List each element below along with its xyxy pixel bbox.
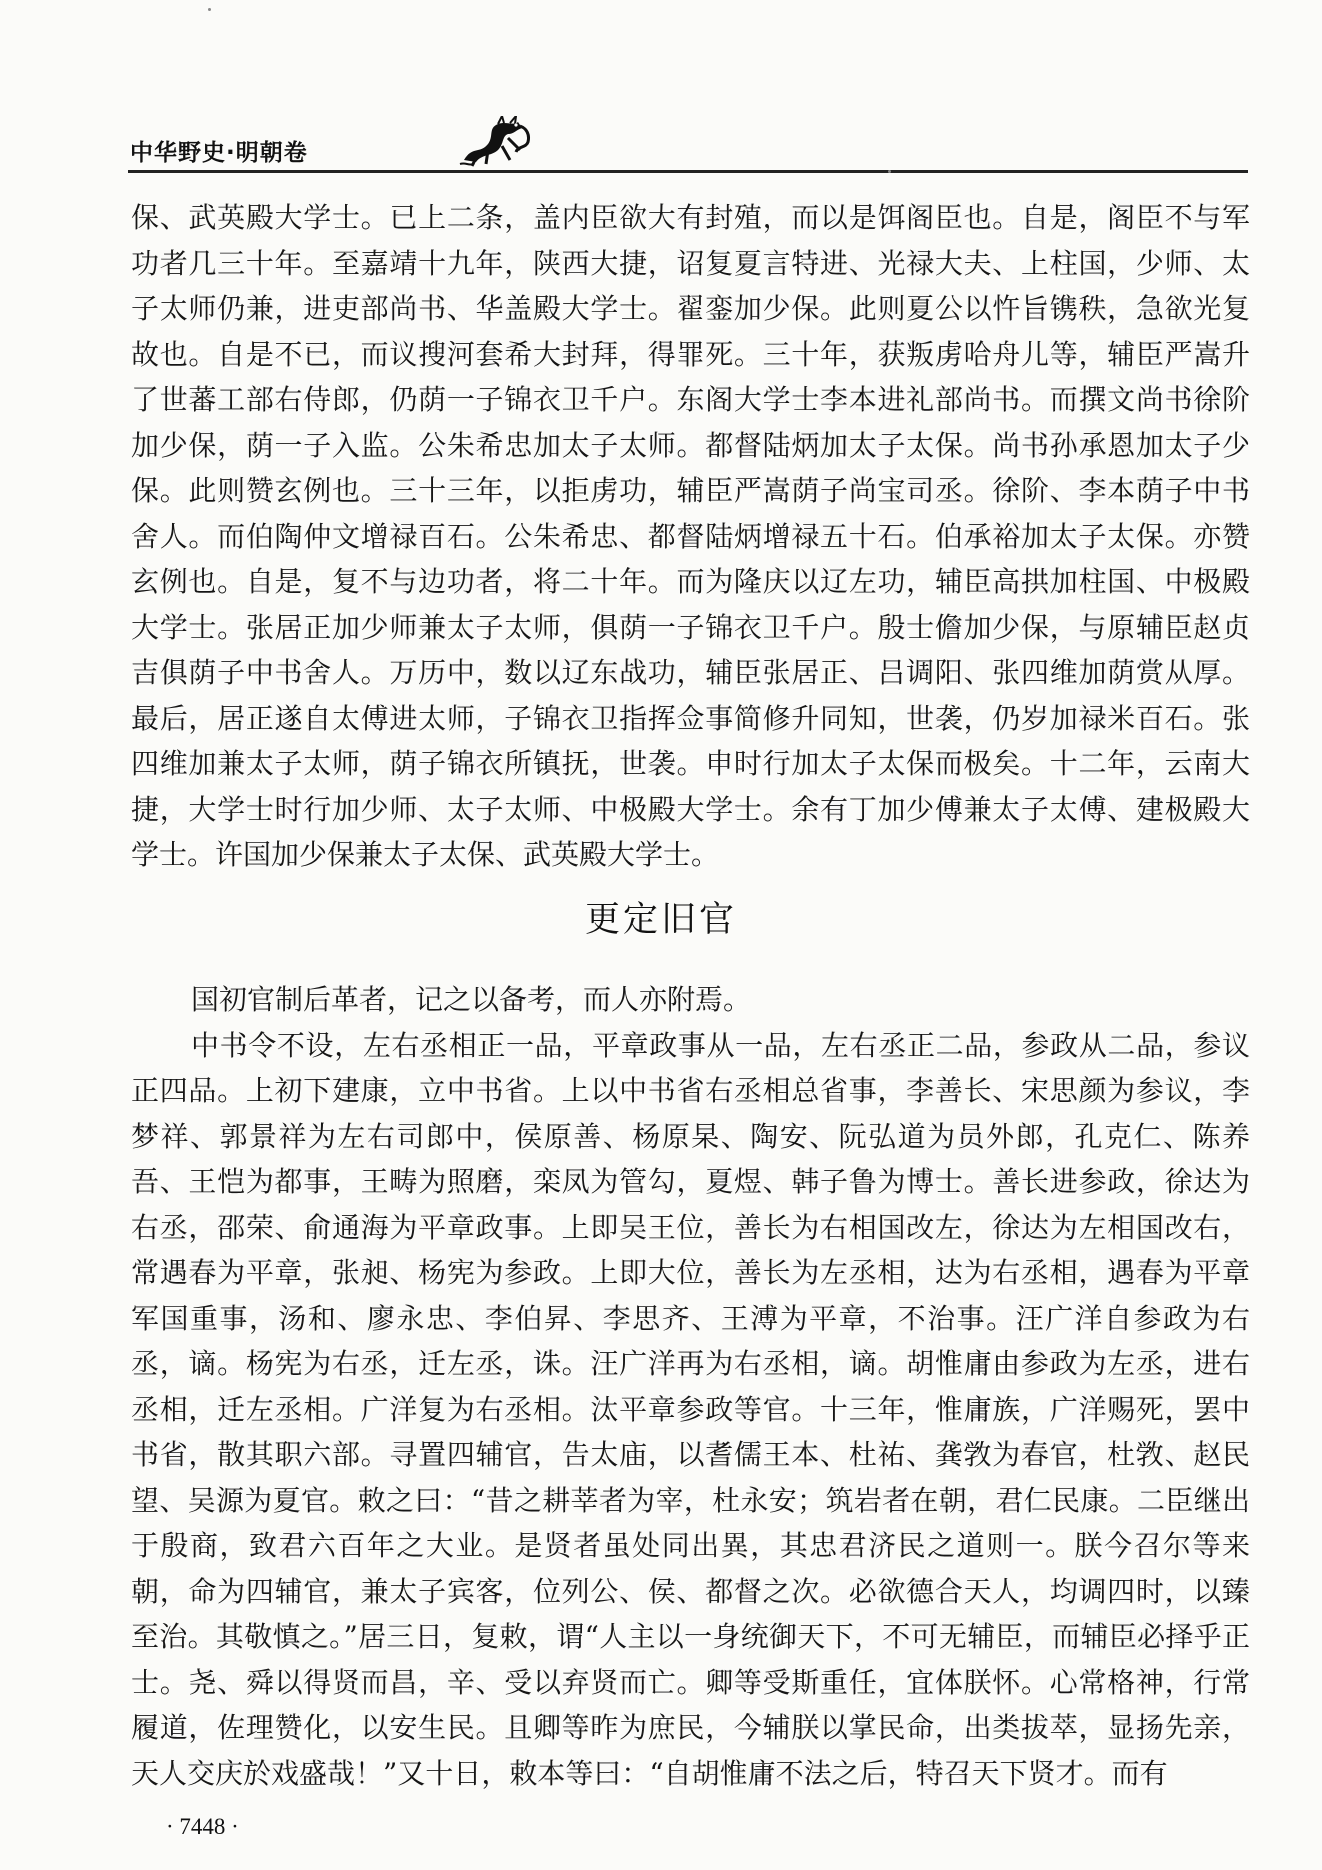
page-header: [128, 128, 1248, 174]
page-number: · 7448 ·: [166, 1814, 239, 1839]
book-title: 中华野史·明朝卷: [130, 140, 308, 166]
paragraph: 国初官制后革者，记之以备考，而人亦附焉。: [191, 983, 752, 1016]
dragon-icon: [458, 116, 534, 168]
scan-speck: [888, 170, 891, 173]
paragraph: 保、武英殿大学士。已上二条，盖内臣欲大有封殖，而以是饵阁臣也。自是，阁臣不与军功者几三十年。至嘉靖十九年，陕西大捷，诏复夏言特进、光禄大夫、上柱国，少师、太子太师仍兼，进吏部尚书、华盖殿大学士。翟銮加少保。此则夏公以忤旨镌秩，急欲光复故也。自是不已，而议搜河套希大封拜，得罪死。三十年，获叛虏哈舟儿等，辅臣严嵩升了世蕃工部右侍郎，仍荫一子锦衣卫千户。东阁大学士李本进礼部尚书。而撰文尚书徐阶加少保，荫一子入监。公朱希忠加太子太师。都督陆炳加太子太保。尚书孙承恩加太子少保。此则赞玄例也。三十三年，以拒虏功，辅臣严嵩荫子尚宝司丞。徐阶、李本荫子中书舍人。而伯陶仲文增禄百石。公朱希忠、都督陆炳增禄五十石。伯承裕加太子太保。亦赞玄例也。自是，复不与边功者，将二十年。而为隆庆以辽左功，辅臣高拱加柱国、中极殿大学士。张居正加少师兼太子太师，俱荫一子锦衣卫千户。殷士儋加少保，与原辅臣赵贞吉俱荫子中书舍人。万历中，数以辽东战功，辅臣张居正、吕调阳、张四维加荫赏从厚。最后，居正遂自太傅进太师，子锦衣卫指挥佥事简修升同知，世袭，仍岁加禄米百石。张四维加兼太子太师，荫子锦衣所镇抚，世袭。申时行加太子太保而极矣。十二年，云南大捷，大学士时行加少师、太子太师、中极殿大学士。余有丁加少傅兼太子太傅、建极殿大学士。许国加少保兼太子太保、武英殿大学士。: [131, 201, 1250, 871]
paragraph: 中书令不设，左右丞相正一品，平章政事从一品，左右丞正二品，参政从二品，参议正四品。上初下建康，立中书省。上以中书省右丞相总省事，李善长、宋思颜为参议，李梦祥、郭景祥为左右司郎中，侯原善、杨原杲、陶安、阮弘道为员外郎，孔克仁、陈养吾、王恺为都事，王畴为照磨，栾凤为管勾，夏煜、韩子鲁为博士。善长进参政，徐达为右丞，邵荣、俞通海为平章政事。上即吴王位，善长为右相国改左，徐达为左相国改右，常遇春为平章，张昶、杨宪为参政。上即大位，善长为左丞相，达为右丞相，遇春为平章军国重事，汤和、廖永忠、李伯昇、李思齐、王溥为平章，不治事。汪广洋自参政为右丞，谪。杨宪为右丞，迁左丞，诛。汪广洋再为右丞相，谪。胡惟庸由参政为左丞，进右丞相，迁左丞相。广洋复为右丞相。汰平章参政等官。十三年，惟庸族，广洋赐死，罢中书省，散其职六部。寻置四辅官，告太庙，以耆儒王本、杜祐、龚敩为春官，杜敩、赵民望、吴源为夏官。敕之曰：“昔之耕莘者为宰，杜永安；筑岩者在朝，君仁民康。二臣继出于殷商，致君六百年之大业。是贤者虽处同出異，其忠君济民之道则一。朕今召尔等来朝，命为四辅官，兼太子宾客，位列公、侯、都督之次。必欲德合天人，均调四时，以臻至治。其敬慎之。”居三日，复敕，谓“人主以一身统御天下，不可无辅臣，而辅臣必择乎正士。尧、舜以得贤而昌，辛、受以弃贤而亡。卿等受斯重任，宜体朕怀。心常格神，行常履道，佐理赞化，以安生民。且卿等昨为庶民，今辅朕以掌民命，出类拔萃，显扬先亲，天人交庆於戏盛哉！”又十日，敕本等曰：“自胡惟庸不法之后，特召天下贤才。而有: [131, 1028, 1250, 1790]
scan-speck: [208, 8, 211, 11]
section-title: 更定旧官: [584, 900, 737, 940]
text-block-bottom: [131, 977, 1250, 1796]
text-block-top: [131, 195, 1250, 878]
header-rule: [128, 170, 1248, 173]
